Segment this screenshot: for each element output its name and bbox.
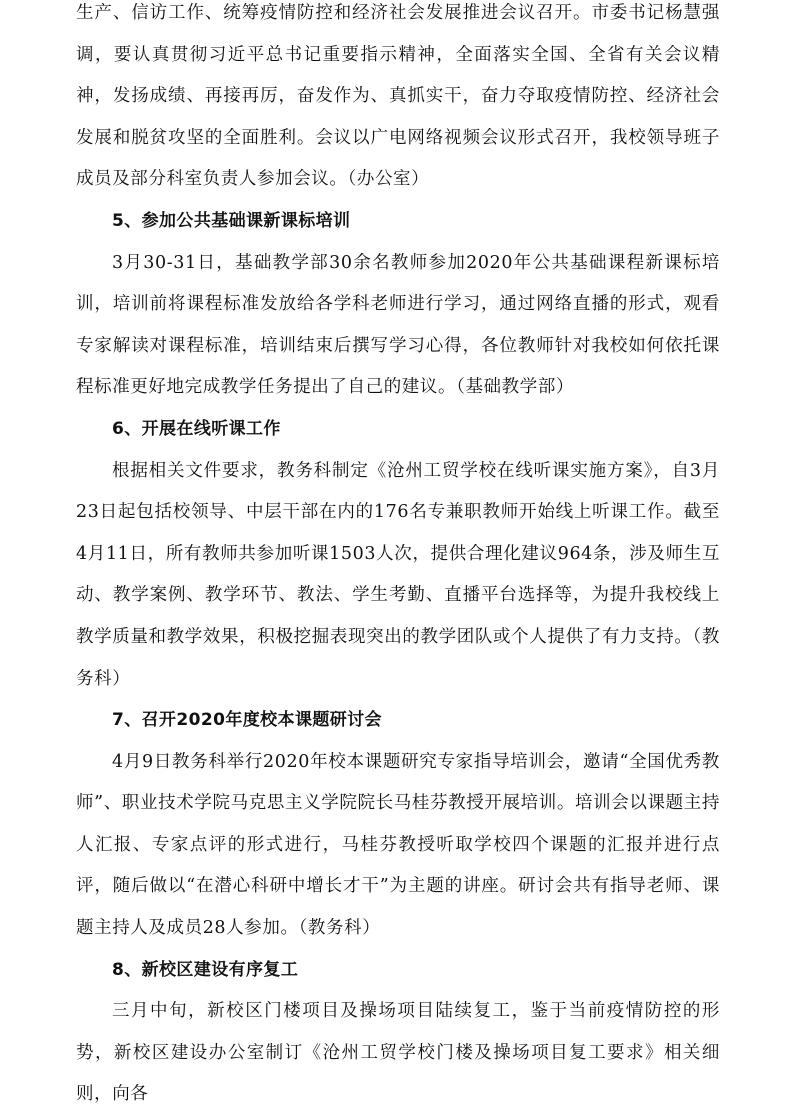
section-body-7: 4月9日教务科举行2020年校本课题研究专家指导培训会，邀请“全国优秀教师”、职业技术学院马克思主义学院院长马桂芬教授开展培训。培训会以课题主持人汇报、专家点评的形式进行，马桂芬教授听取学校四个课题的汇报并进行点评，随后做以“在潜心科研中增长才干”为主题的讲座。研讨会共有指导老师、课题主持人及成员28人参加。（教务科） xyxy=(76,751,720,939)
section-body-5: 3月30-31日，基础教学部30余名教师参加2020年公共基础课程新课标培训，培训前将课程标准发放给各学科老师进行学习，通过网络直播的形式，观看专家解读对课程标准，培训结束后撰写学习心得，各位教师针对我校如何依托课程标准更好地完成教学任务提出了自己的建议。（基础教学部） xyxy=(76,252,720,398)
section-body-8: 三月中旬，新校区门楼项目及操场项目陆续复工，鉴于当前疫情防控的形势，新校区建设办公室制订《沧州工贸学校门楼及操场项目复工要求》相关细则，向各 xyxy=(76,1001,720,1105)
section-heading-5: 5、参加公共基础课新课标培训 xyxy=(112,210,351,231)
section-heading-8: 8、新校区建设有序复工 xyxy=(112,959,299,980)
continuation-paragraph: 生产、信访工作、统筹疫情防控和经济社会发展推进会议召开。市委书记杨慧强调，要认真贯彻习近平总书记重要指示精神，全面落实全国、全省有关会议精神，发扬成绩、再接再厉，奋发作为、真抓实干，奋力夺取疫情防控、经济社会发展和脱贫攻坚的全面胜利。会议以广电网络视频会议形式召开，我校领导班子成员及部分科室负责人参加会议。（办公室） xyxy=(76,3,720,190)
section-heading-6: 6、开展在线听课工作 xyxy=(112,418,281,439)
section-body-6: 根据相关文件要求，教务科制定《沧州工贸学校在线听课实施方案》，自3月23日起包括校领导、中层干部在内的176名专兼职教师开始线上听课工作。截至4月11日，所有教师共参加听课1503人次，提供合理化建议964条，涉及师生互动、教学案例、教学环节、教法、学生考勤、直播平台选择等，为提升我校线上教学质量和教学效果，积极挖掘表现突出的教学团队或个人提供了有力支持。（教务科） xyxy=(76,460,720,689)
document-page xyxy=(76,0,720,1116)
section-heading-7: 7、召开2020年度校本课题研讨会 xyxy=(112,710,382,731)
